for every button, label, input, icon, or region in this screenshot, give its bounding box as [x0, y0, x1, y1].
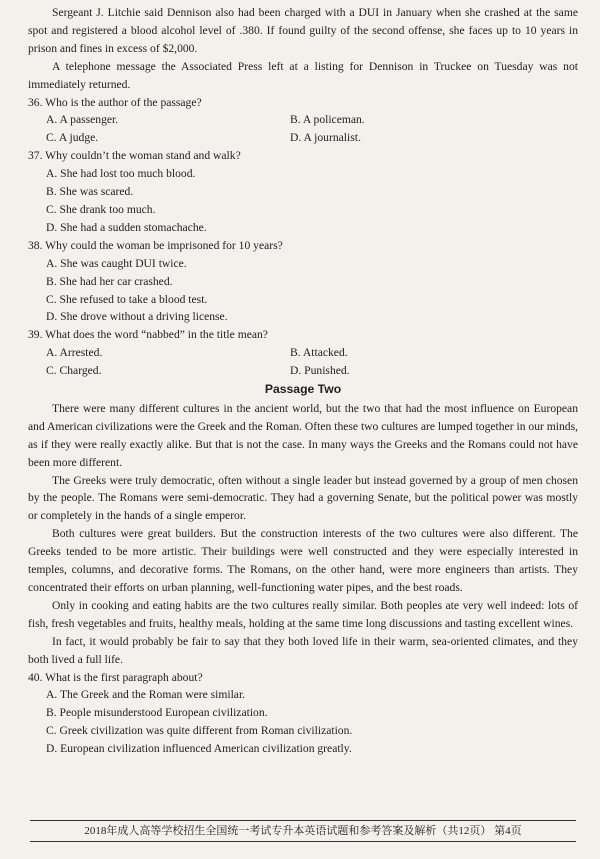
passage2-paragraph: The Greeks were truly democratic, often without a single leader but instead governed by a group of men chosen by the people. The Romans were semi-democratic. They had a governing Senate, but the political power was mostly or completely in the hands of a single emperor. — [28, 473, 578, 523]
passage2-paragraph: There were many different cultures in the ancient world, but the two that had the most influence on European and American civilizations were the Greek and the Roman. Often these two cultures are lumped together in our minds, as if they were really exactly alike. But that is not the case. In many ways the Greeks and the Romans could not have been more different. — [28, 401, 578, 469]
option-c: C. She refused to take a blood test. — [46, 292, 208, 306]
option-b: B. A policeman. — [290, 113, 365, 127]
option-d: D. European civilization influenced American civilization greatly. — [46, 742, 352, 756]
question-39 — [28, 326, 578, 380]
question-38 — [28, 237, 578, 327]
question-stem: 39. What does the word “nabbed” in the title mean? — [28, 328, 268, 342]
question-stem: 37. Why couldn’t the woman stand and walk? — [28, 149, 241, 163]
question-stem: 38. Why could the woman be imprisoned for 10 years? — [28, 238, 283, 252]
option-c: C. Charged. — [46, 364, 102, 378]
option-c: C. Greek civilization was quite different from Roman civilization. — [46, 724, 353, 738]
option-a: A. She had lost too much blood. — [46, 167, 196, 181]
passage2-paragraph: In fact, it would probably be fair to say that they both loved life in their warm, sea-oriented climates, and they both lived a full life. — [28, 634, 578, 666]
option-b: B. She had her car crashed. — [46, 274, 173, 288]
question-stem: 40. What is the first paragraph about? — [28, 670, 203, 684]
option-d: D. She drove without a driving license. — [46, 310, 228, 324]
passage2-paragraph: Only in cooking and eating habits are the two cultures really similar. Both peoples ate very well indeed: lots of fish, fresh vegetables and fruits, healthy meals, holding at the same time long discussions and tasting excellent wines. — [28, 598, 578, 630]
option-a: A. The Greek and the Roman were similar. — [46, 688, 246, 702]
question-40 — [28, 669, 578, 759]
option-d: D. She had a sudden stomachache. — [46, 220, 207, 234]
passage1-paragraph: A telephone message the Associated Press left at a listing for Dennison in Truckee on Tuesday was not immediately returned. — [28, 59, 578, 91]
option-d: D. A journalist. — [290, 131, 361, 145]
question-stem: 36. Who is the author of the passage? — [28, 95, 202, 109]
passage-two-title: Passage Two — [264, 382, 342, 397]
option-a: A. Arrested. — [46, 346, 103, 360]
option-b: B. Attacked. — [290, 346, 348, 360]
question-37 — [28, 147, 578, 237]
option-b: B. She was scared. — [46, 185, 134, 199]
page-footer: 2018年成人高等学校招生全国统一考试专升本英语试题和参考答案及解析（共12页） 第4页 — [30, 820, 576, 842]
option-b: B. People misunderstood European civilization. — [46, 706, 268, 720]
option-c: C. She drank too much. — [46, 202, 156, 216]
option-d: D. Punished. — [290, 364, 350, 378]
exam-page — [28, 4, 578, 758]
passage2-paragraph: Both cultures were great builders. But the construction interests of the two cultures were also different. The Greeks tended to be more artistic. Their buildings were well constructed and they were especially interested in temples, columns, and decorative forms. The Romans, on the other hand, were more engineers than artists. They concentrated their efforts on urban planning, well-functioning water pipes, and the best roads. — [28, 527, 578, 594]
passage1-paragraph: Sergeant J. Litchie said Dennison also had been charged with a DUI in January when she crashed at the same spot and registered a blood alcohol level of .380. If found guilty of the second offense, she faces up to 10 years in prison and fines in excess of $2,000. — [28, 6, 578, 55]
option-a: A. She was caught DUI twice. — [46, 256, 187, 270]
option-a: A. A passenger. — [46, 113, 119, 127]
option-c: C. A judge. — [46, 131, 99, 145]
question-36 — [28, 94, 578, 148]
